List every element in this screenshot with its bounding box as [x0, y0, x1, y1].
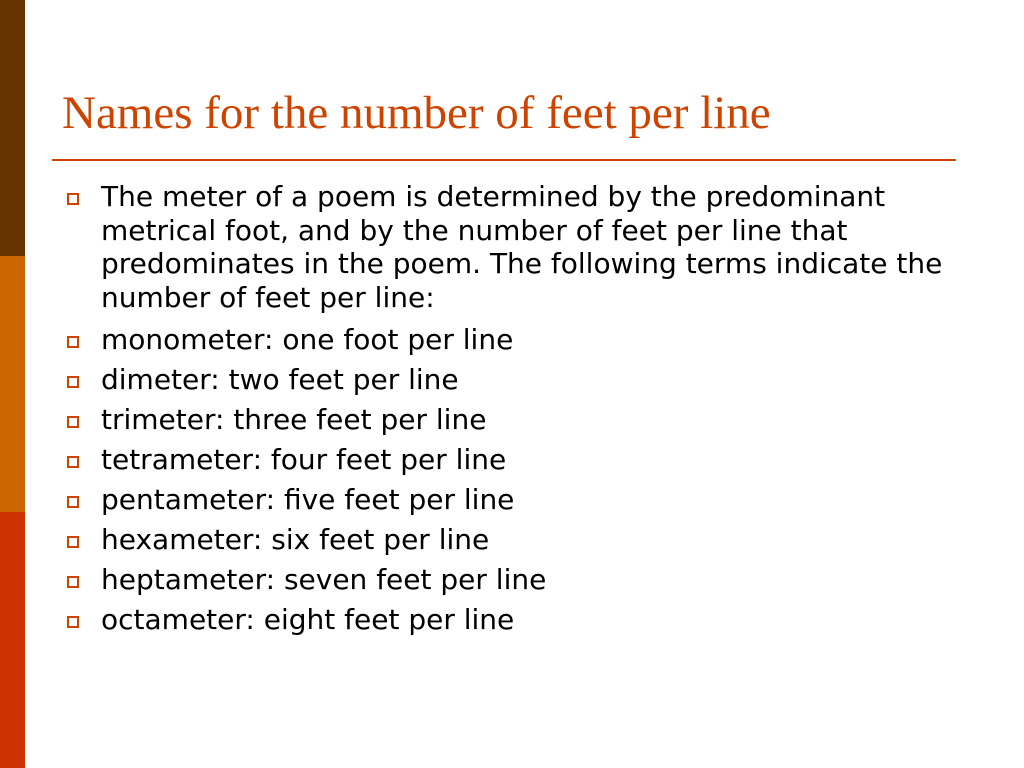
sidebar-segment-red — [0, 512, 25, 768]
sidebar-segment-orange — [0, 256, 25, 512]
bullet-text: trimeter: three feet per line — [101, 403, 487, 436]
hollow-square-bullet-icon — [67, 576, 79, 588]
bullet-item-octameter — [64, 603, 964, 636]
slide-title: Names for the number of feet per line — [62, 87, 771, 139]
hollow-square-bullet-icon — [67, 336, 79, 348]
hollow-square-bullet-icon — [67, 193, 79, 205]
hollow-square-bullet-icon — [67, 416, 79, 428]
bullet-item-tetrameter — [64, 443, 964, 476]
bullet-item-dimeter — [64, 363, 964, 396]
bullet-text: hexameter: six feet per line — [101, 523, 490, 556]
bullet-item-trimeter — [64, 403, 964, 436]
hollow-square-bullet-icon — [67, 376, 79, 388]
bullet-list — [64, 180, 964, 643]
hollow-square-bullet-icon — [67, 456, 79, 468]
bullet-text: dimeter: two feet per line — [101, 363, 459, 396]
title-underline — [52, 159, 956, 161]
bullet-item-intro — [64, 180, 964, 314]
bullet-text: The meter of a poem is determined by the predominant metrical foot, and by the number of feet per line that predominates in the poem. The following terms indicate the number of feet per line: — [101, 180, 943, 314]
bullet-item-pentameter — [64, 483, 964, 516]
bullet-text: heptameter: seven feet per line — [101, 563, 547, 596]
bullet-item-heptameter — [64, 563, 964, 596]
bullet-text: monometer: one foot per line — [101, 323, 514, 356]
bullet-text: pentameter: five feet per line — [101, 483, 515, 516]
hollow-square-bullet-icon — [67, 616, 79, 628]
bullet-item-hexameter — [64, 523, 964, 556]
bullet-text: octameter: eight feet per line — [101, 603, 515, 636]
hollow-square-bullet-icon — [67, 496, 79, 508]
sidebar-segment-dark-brown — [0, 0, 25, 256]
bullet-item-monometer — [64, 323, 964, 356]
hollow-square-bullet-icon — [67, 536, 79, 548]
bullet-text: tetrameter: four feet per line — [101, 443, 507, 476]
